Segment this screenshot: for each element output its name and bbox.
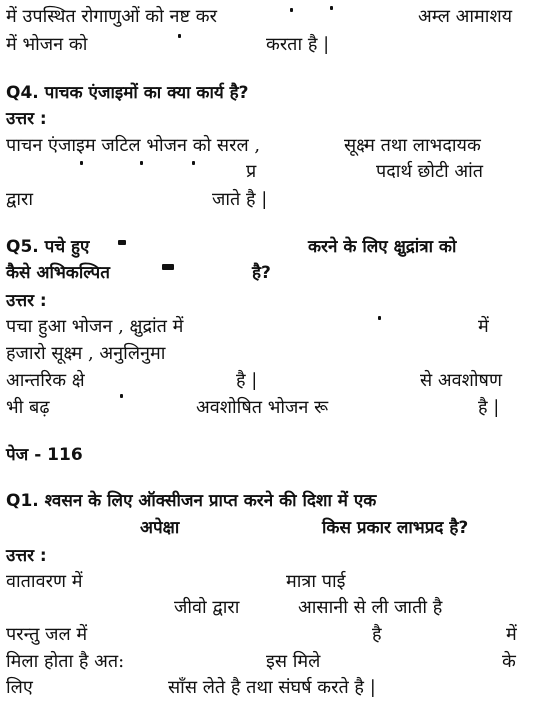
- text-line: में भोजन को: [6, 34, 88, 55]
- text-line: भी बढ़: [6, 397, 50, 418]
- text-line: में: [506, 624, 517, 645]
- ink-speck: [80, 161, 83, 165]
- text-line: अवशोषित भोजन रू: [196, 397, 329, 418]
- text-line: पाचन एंजाइम जटिल भोजन को सरल ,: [6, 135, 261, 156]
- question-heading: Q4. पाचक एंजाइमों का क्या कार्य है?: [6, 83, 249, 103]
- text-line: के: [502, 651, 516, 672]
- text-line: जाते है |: [212, 189, 268, 210]
- ink-speck: [162, 264, 174, 270]
- ink-speck: [192, 161, 195, 165]
- text-line: मात्रा पाई: [286, 571, 346, 592]
- text-line: द्वारा: [6, 189, 34, 210]
- text-line: हजारो सूक्ष्म , अनुलिनुमा: [6, 343, 166, 364]
- text-line: परन्तु जल में: [6, 624, 88, 645]
- answer-label: उत्तर :: [6, 109, 47, 129]
- text-line: अम्ल आमाशय: [418, 6, 513, 27]
- text-line: इस मिले: [266, 651, 321, 672]
- text-line: आसानी से ली जाती है: [298, 597, 443, 618]
- question-heading: किस प्रकार लाभप्रद है?: [322, 518, 469, 538]
- question-heading: Q1. श्वसन के लिए ऑक्सीजन प्राप्त करने की दिशा में एक: [6, 491, 377, 511]
- text-line: प्र: [246, 161, 257, 182]
- text-line: लिए: [6, 677, 33, 698]
- text-line: में उपस्थित रोगाणुओं को नष्ट कर: [6, 6, 217, 27]
- ink-speck: [120, 394, 123, 398]
- ink-speck: [118, 240, 126, 245]
- text-line: जीवो द्वारा: [174, 597, 240, 618]
- text-line: से अवशोषण: [420, 370, 502, 391]
- text-line: है: [372, 624, 382, 645]
- question-heading: Q5. पचे हुए: [6, 237, 90, 257]
- question-heading: करने के लिए क्षुद्रांत्रा को: [308, 237, 457, 257]
- text-line: है |: [236, 370, 258, 391]
- text-line: करता है |: [266, 34, 330, 55]
- answer-label: उत्तर :: [6, 546, 47, 566]
- page-number-heading: पेज - 116: [6, 445, 83, 465]
- text-line: सूक्ष्म तथा लाभदायक: [344, 135, 481, 156]
- ink-speck: [178, 34, 181, 38]
- text-line: आन्तरिक क्षे: [6, 370, 85, 391]
- text-line: वातावरण में: [6, 571, 83, 592]
- question-heading: अपेक्षा: [140, 518, 180, 538]
- question-heading: है?: [252, 263, 271, 283]
- text-line: में: [478, 316, 489, 337]
- ink-speck: [330, 6, 333, 10]
- ink-speck: [378, 316, 381, 320]
- text-line: मिला होता है अत:: [6, 651, 125, 672]
- ink-speck: [140, 161, 143, 165]
- ink-speck: [290, 8, 293, 12]
- answer-label: उत्तर :: [6, 291, 47, 311]
- question-heading: कैसे अभिकल्पित: [6, 263, 110, 283]
- text-line: पदार्थ छोटी आंत: [376, 161, 484, 182]
- text-line: साँस लेते है तथा संघर्ष करते है |: [168, 677, 376, 698]
- text-line: पचा हुआ भोजन , क्षुद्रांत में: [6, 316, 184, 337]
- text-line: है |: [478, 397, 500, 418]
